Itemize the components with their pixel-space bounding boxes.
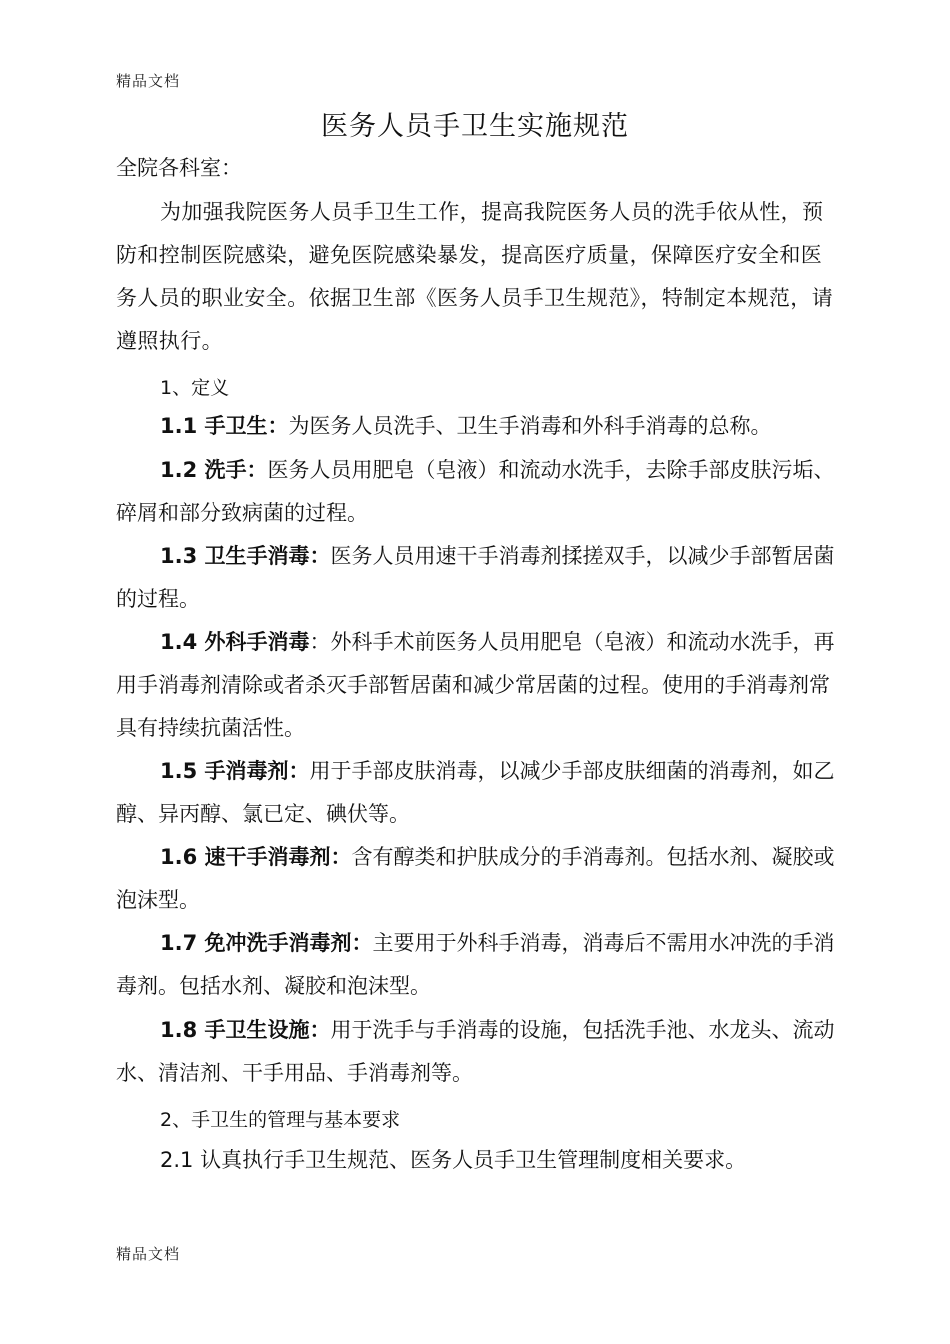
definition-term: 1.5 手消毒剂： bbox=[160, 759, 310, 783]
definition-text: 医务人员用速干手消毒剂揉搓双手，以减少手部暂居菌的过程。 bbox=[116, 544, 835, 611]
footer-watermark-label: 精品文档 bbox=[116, 1245, 181, 1263]
definition-1-8 bbox=[116, 1009, 840, 1095]
definition-1-3 bbox=[116, 535, 840, 621]
header-watermark-label: 精品文档 bbox=[116, 72, 181, 90]
definition-term: 1.6 速干手消毒剂： bbox=[160, 845, 352, 869]
definition-1-7 bbox=[116, 922, 840, 1008]
definition-term: 1.3 卫生手消毒： bbox=[160, 544, 331, 568]
definition-text: 医务人员用肥皂（皂液）和流动水洗手，去除手部皮肤污垢、碎屑和部分致病菌的过程。 bbox=[116, 458, 835, 525]
definition-term: 1.2 洗手： bbox=[160, 458, 268, 482]
document-title: 医务人员手卫生实施规范 bbox=[321, 111, 629, 142]
definition-text: 主要用于外科手消毒，消毒后不需用水冲洗的手消毒剂。包括水剂、凝胶和泡沫型。 bbox=[116, 931, 835, 998]
definition-1-4 bbox=[116, 621, 840, 750]
salutation: 全院各科室： bbox=[116, 156, 242, 180]
definition-term: 1.8 手卫生设施： bbox=[160, 1018, 331, 1042]
definition-text: 含有醇类和护肤成分的手消毒剂。包括水剂、凝胶或泡沫型。 bbox=[116, 845, 835, 912]
definition-term: 1.4 外科手消毒 bbox=[160, 630, 310, 654]
definition-text: 用于手部皮肤消毒，以减少手部皮肤细菌的消毒剂，如乙醇、异丙醇、氯已定、碘伏等。 bbox=[116, 759, 835, 826]
definition-text: 为医务人员洗手、卫生手消毒和外科手消毒的总称。 bbox=[288, 414, 772, 438]
definition-1-1 bbox=[116, 405, 840, 448]
section-1-heading: 1、定义 bbox=[160, 377, 230, 399]
requirement-item-2-1: 2.1 认真执行手卫生规范、医务人员手卫生管理制度相关要求。 bbox=[160, 1148, 747, 1172]
definition-1-6 bbox=[116, 836, 840, 922]
definition-term: 1.1 手卫生： bbox=[160, 414, 289, 438]
intro-paragraph: 为加强我院医务人员手卫生工作，提高我院医务人员的洗手依从性，预防和控制医院感染，避免医院感染暴发，提高医疗质量，保障医疗安全和医务人员的职业安全。依据卫生部《医务人员手卫生规范》，特制定本规范，请遵照执行。 bbox=[116, 200, 834, 353]
definition-text: ：外科手术前医务人员用肥皂（皂液）和流动水洗手，再用手消毒剂清除或者杀灭手部暂居菌和减少常居菌的过程。使用的手消毒剂常具有持续抗菌活性。 bbox=[116, 630, 835, 740]
definition-text: 用于洗手与手消毒的设施，包括洗手池、水龙头、流动水、清洁剂、干手用品、手消毒剂等。 bbox=[116, 1018, 835, 1085]
definition-term: 1.7 免冲洗手消毒剂： bbox=[160, 931, 373, 955]
section-2-heading: 2、手卫生的管理与基本要求 bbox=[160, 1109, 401, 1131]
definition-1-2 bbox=[116, 449, 840, 535]
definition-1-5 bbox=[116, 750, 840, 836]
